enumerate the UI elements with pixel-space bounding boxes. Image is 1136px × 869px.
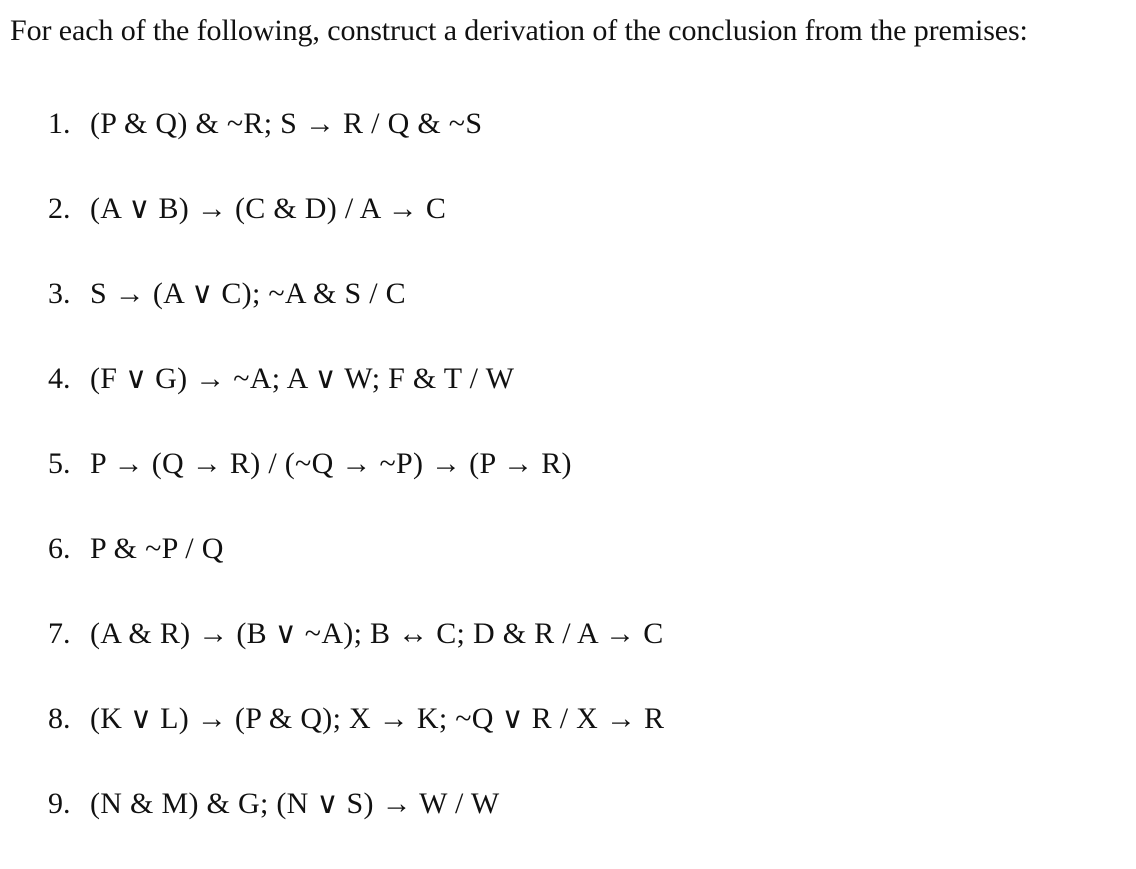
problem-number: 9. bbox=[48, 787, 71, 820]
instructions-text: For each of the following, construct a derivation of the conclusion from the premises: bbox=[10, 14, 1028, 47]
problem-item bbox=[48, 614, 664, 699]
problem-item bbox=[48, 274, 664, 359]
problem-item bbox=[48, 104, 664, 189]
problem-number: 5. bbox=[48, 447, 71, 480]
problem-expression: S → (A ∨ C); ~A & S / C bbox=[90, 277, 406, 310]
problem-expression: P → (Q → R) / (~Q → ~P) → (P → R) bbox=[90, 447, 572, 480]
problem-number: 8. bbox=[48, 702, 71, 735]
problem-item bbox=[48, 359, 664, 444]
problem-number: 2. bbox=[48, 192, 71, 225]
problem-list bbox=[48, 104, 664, 869]
problem-item bbox=[48, 444, 664, 529]
problem-expression: (A ∨ B) → (C & D) / A → C bbox=[90, 192, 447, 225]
problem-expression: (A & R) → (B ∨ ~A); B ↔ C; D & R / A → C bbox=[90, 617, 664, 650]
problem-expression: (F ∨ G) → ~A; A ∨ W; F & T / W bbox=[90, 362, 515, 395]
problem-number: 3. bbox=[48, 277, 71, 310]
problem-item bbox=[48, 189, 664, 274]
problem-number: 7. bbox=[48, 617, 71, 650]
problem-expression: P & ~P / Q bbox=[90, 532, 224, 565]
problem-expression: (N & M) & G; (N ∨ S) → W / W bbox=[90, 787, 500, 820]
problem-expression: (K ∨ L) → (P & Q); X → K; ~Q ∨ R / X → R bbox=[90, 702, 665, 735]
problem-number: 6. bbox=[48, 532, 71, 565]
problem-expression: (P & Q) & ~R; S → R / Q & ~S bbox=[90, 107, 483, 140]
problem-number: 1. bbox=[48, 107, 71, 140]
problem-item bbox=[48, 699, 664, 784]
problem-item bbox=[48, 784, 664, 869]
problem-number: 4. bbox=[48, 362, 71, 395]
problem-item bbox=[48, 529, 664, 614]
